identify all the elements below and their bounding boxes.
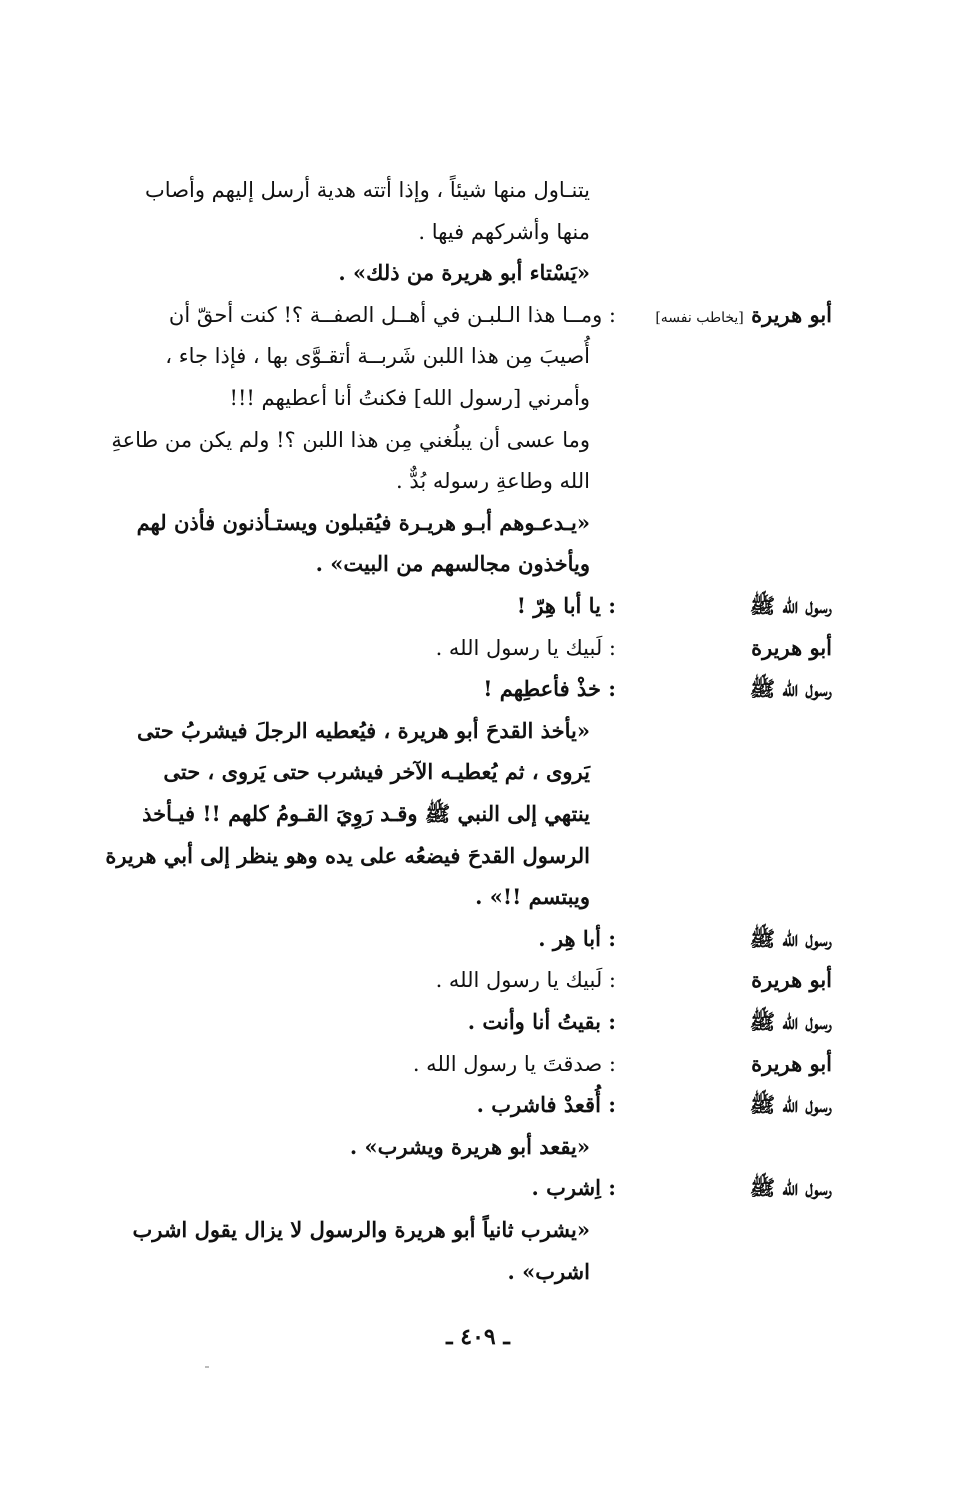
speaker-name [652, 1085, 832, 1125]
stage-text: ويبتسم !!» . [475, 884, 590, 910]
spoken-text: : ومــا هذا الـلبـن في أهــل الصفــة ؟! كنت أحقّ أن [168, 302, 616, 327]
spoken-text: منها وأشركهم فيها . [418, 219, 590, 244]
speaker-name [652, 586, 832, 626]
dialogue-line [0, 503, 956, 543]
speaker-label: رسول الله ﷺ [749, 1092, 832, 1118]
dialogue-line [0, 586, 956, 626]
speaker-label: أبو هريرة [751, 301, 832, 327]
speaker-name [652, 628, 832, 668]
dialogue-line [0, 461, 956, 501]
speaker-name [652, 919, 832, 959]
dialogue-line [0, 628, 956, 668]
dialogue-line [0, 295, 956, 335]
spoken-text: وأمرني [رسول الله] فكنتُ أنا أعطيهم !!! [229, 386, 590, 410]
dialogue-line [0, 877, 956, 917]
dialogue-line [0, 919, 956, 959]
scan-speck [205, 1366, 209, 1368]
stage-text: : بقيتُ أنا وأنت . [467, 1009, 616, 1034]
speaker-label: أبو هريرة [751, 967, 832, 993]
dialogue-line [0, 1168, 956, 1208]
dialogue-line [0, 960, 956, 1000]
stage-text: : أبا هِر . [538, 925, 616, 951]
spoken-text: أُصيبَ مِن هذا اللبن شَربــة أتقـوَّى بها ، فإذا جاء ، [165, 344, 590, 369]
stage-text: : يا أبا هِرّ ! [516, 593, 616, 618]
dialogue-line [0, 711, 956, 751]
spoken-text: : لَبيك يا رسول الله . [435, 635, 616, 660]
speaker-name [652, 669, 832, 709]
speaker-label: رسول الله ﷺ [749, 1009, 832, 1034]
speaker-name [652, 295, 832, 338]
dialogue-line [0, 1044, 956, 1084]
speaker-name [652, 1168, 832, 1208]
stage-text: «يقعد أبو هريرة ويشرب» . [349, 1133, 590, 1159]
dialogue-line [0, 170, 956, 210]
spoken-text: وما عسى أن يبلُغني مِن هذا اللبن ؟! ولم يكن من طاعةِ [111, 427, 590, 452]
dialogue-line [0, 1252, 956, 1292]
speaker-label: رسول الله ﷺ [749, 676, 832, 702]
dialogue-line [0, 1002, 956, 1042]
spoken-text: يتنـاول منها شيئاً ، وإذا أتته هدية أرسل إليهم وأصاب [145, 178, 590, 202]
speaker-label: رسول الله ﷺ [749, 1175, 832, 1201]
page-number: ـ ٤٠٩ ـ [446, 1324, 510, 1350]
stage-text: «يَسْتاء أبو هريرة من ذلك» . [338, 260, 590, 286]
dialogue-line [0, 336, 956, 376]
dialogue-line [0, 836, 956, 876]
spoken-text: الله وطاعةِ رسوله بُدٌّ . [396, 469, 590, 494]
dialogue-line [0, 1210, 956, 1250]
speaker-label: أبو هريرة [751, 1050, 832, 1076]
stage-text: : أُقعدْ فاشرب . [476, 1092, 616, 1118]
stage-direction: [يخاطب نفسه] [655, 309, 744, 326]
stage-text: : خذْ فأعطِهم ! [483, 676, 616, 702]
spoken-text: : صدقتَ يا رسول الله . [412, 1051, 616, 1076]
dialogue-line [0, 752, 956, 792]
stage-text: «يأخذ القدحَ أبو هريرة ، فيُعطيه الرجلَ فيشربُ حتى [136, 717, 590, 743]
speaker-label: أبو هريرة [751, 634, 832, 660]
speaker-name [652, 1002, 832, 1042]
stage-text: اشرب» . [507, 1258, 590, 1284]
stage-text: : اِشرب . [531, 1175, 616, 1201]
dialogue-line [0, 378, 956, 418]
spoken-text: : لَبيك يا رسول الله . [435, 968, 616, 993]
stage-text: يَروى ، ثم يُعطيـه الآخر فيشرب حتى يَروى ، حتى [163, 759, 590, 785]
dialogue-line [0, 794, 956, 834]
speaker-name [652, 960, 832, 1000]
dialogue-line [0, 420, 956, 460]
stage-text: ويأخذون مجالسهم من البيت» . [315, 551, 590, 577]
stage-text: «يشرب ثانياً أبو هريرة والرسول لا يزال يقول اشرب [132, 1217, 590, 1242]
dialogue-line [0, 669, 956, 709]
dialogue-line [0, 1127, 956, 1167]
stage-text: ينتهي إلى النبي ﷺ وقـد رَوِيَ القـومُ كلهم !! فيـأخذ [142, 801, 590, 826]
dialogue-line [0, 544, 956, 584]
speaker-name [652, 1044, 832, 1084]
speaker-label: رسول الله ﷺ [749, 925, 832, 951]
dialogue-line [0, 212, 956, 252]
stage-text: الرسول القدحَ فيضعُه على يده وهو ينظر إلى أبي هريرة [105, 842, 590, 868]
dialogue-line [0, 1085, 956, 1125]
stage-text: «يـدعـوهم أبـو هريـرة فيُقبلون ويستـأذنون فأذن لهم [136, 509, 590, 535]
speaker-label: رسول الله ﷺ [749, 593, 832, 618]
dialogue-line [0, 253, 956, 293]
